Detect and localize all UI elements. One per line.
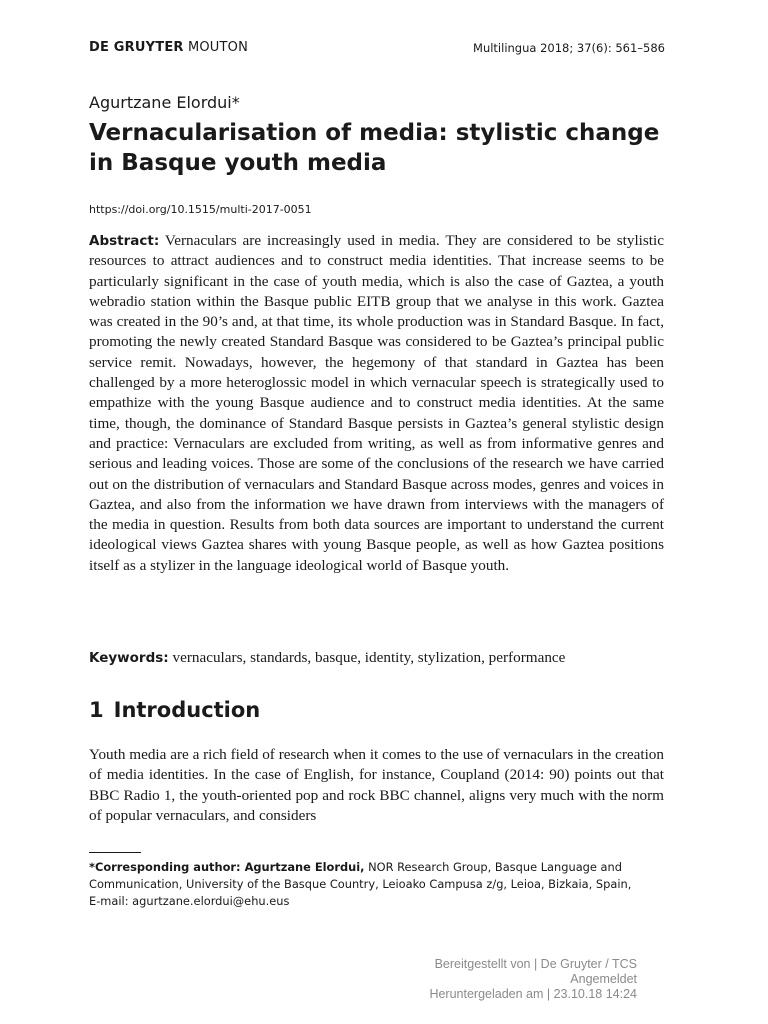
abstract-label: Abstract:: [89, 233, 160, 249]
article-title-line-1: Vernacularisation of media: stylistic change: [89, 120, 660, 146]
footnote-text-line-2: Communication, University of the Basque Country, Leioako Campusa z/g, Leioa, Bizkaia, Spain,: [89, 877, 632, 891]
doi-link[interactable]: https://doi.org/10.1515/multi-2017-0051: [89, 203, 312, 216]
section-number: 1: [89, 698, 104, 722]
footnote-email: E-mail: agurtzane.elordui@ehu.eus: [89, 894, 290, 908]
footnote: [89, 859, 665, 910]
section-heading: [89, 698, 260, 722]
keywords-text: vernaculars, standards, basque, identity, stylization, performance: [172, 649, 566, 666]
article-author: Agurtzane Elordui*: [89, 93, 240, 112]
watermark-line-3: Heruntergeladen am | 23.10.18 14:24: [429, 987, 637, 1001]
intro-paragraph: Youth media are a rich field of research when it comes to the use of vernaculars in the creation of media identities. In the case of English, for instance, Coupland (2014: 90) points out that BBC Radio 1, the youth-oriented pop and rock BBC channel, aligns very much with the norm of popular vernaculars, and considers: [89, 746, 664, 824]
keywords: [89, 648, 664, 668]
abstract: [89, 231, 664, 576]
publisher-name-bold: DE GRUYTER: [89, 40, 184, 55]
article-title-line-2: in Basque youth media: [89, 150, 387, 176]
journal-reference: Multilingua 2018; 37(6): 561–586: [473, 41, 665, 55]
article-title: [89, 118, 689, 178]
page-header: [89, 40, 665, 60]
footnote-text-line-1: NOR Research Group, Basque Language and: [368, 860, 622, 874]
section-title: Introduction: [113, 698, 261, 722]
footnote-divider: [89, 852, 141, 853]
abstract-text: Vernaculars are increasingly used in media. They are considered to be stylistic resources to attract audiences and to construct media identities. That increase seems to be particularly significant in the case of youth media, which is also the case of Gaztea, a youth webradio station within the Basque public EITB group that we analyse in this work. Gaztea was created in the 90’s and, at that time, its whole production was in Standard Basque. In fact, promoting the newly created Standard Basque was considered to be Gaztea’s principal public service remit. Nowadays, however, the hegemony of that standard in Gaztea has been challenged by a more heteroglossic model in which vernacular speech is strategically used to empathize with the young Basque audience and to construct media identities. At the same time, though, the dominance of Standard Basque persists in Gaztea’s general stylistic design and practice: Vernaculars are excluded from writing, as well as from informative genres and serious and leading voices. Those are some of the conclusions of the research we have carried out on the distribution of vernaculars and Standard Basque across modes, genres and voices in Gaztea, and also from the information we have drawn from interviews with the managers of the media in question. Results from both data sources are important to understand the current ideological views Gaztea shares with young Basque people, as well as how Gaztea positions itself as a stylizer in the language ideological world of Basque youth.: [89, 232, 664, 574]
download-watermark: [429, 957, 637, 1002]
footnote-label: *Corresponding author: Agurtzane Elordui,: [89, 860, 365, 874]
keywords-label: Keywords:: [89, 650, 169, 666]
publisher-name: [89, 40, 248, 55]
watermark-line-2: Angemeldet: [570, 972, 637, 986]
watermark-line-1: Bereitgestellt von | De Gruyter / TCS: [434, 957, 637, 971]
publisher-name-regular: MOUTON: [187, 40, 249, 55]
